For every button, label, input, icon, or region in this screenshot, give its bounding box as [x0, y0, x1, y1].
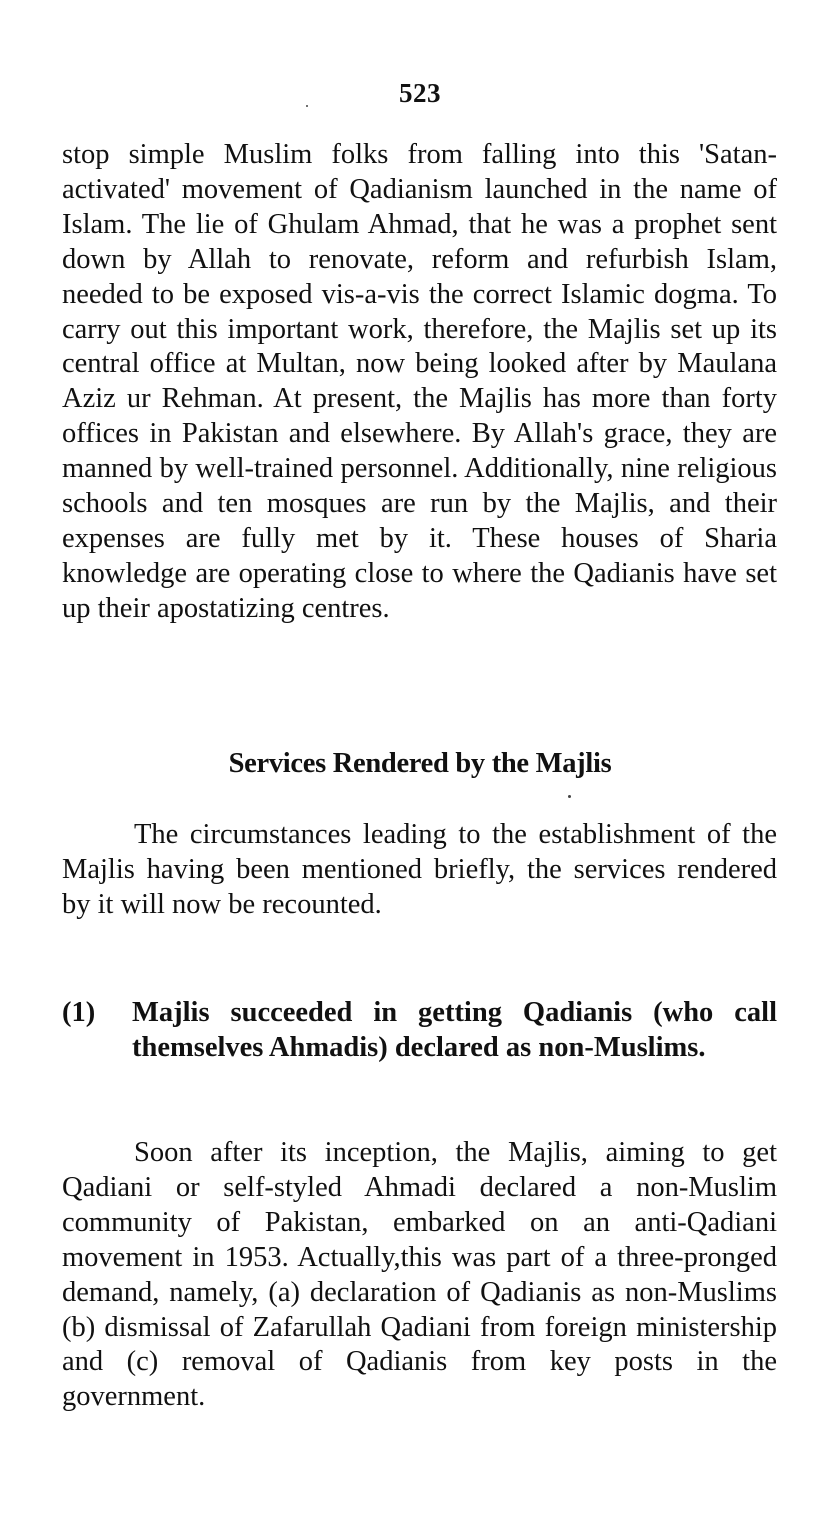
subheading-number: (1)	[62, 997, 96, 1028]
page-number: 523	[399, 78, 441, 108]
scan-speck	[568, 795, 571, 798]
scan-speck	[306, 105, 308, 107]
section-heading: Services Rendered by the Majlis	[228, 748, 612, 779]
body-paragraph-3: Soon after its inception, the Majlis, aiming to get Qadiani or self-styled Ahmadi declared a non-Muslim community of Pakistan, embarked on an anti-Qadiani movement in 1953. Actually,this was part of a three-pronged demand, namely, (a) declaration of Qadianis as non-Muslims (b) dismissal of Zafarullah Qadiani from foreign ministership and (c) removal of Qadianis from key posts in the government.	[62, 1137, 777, 1413]
numbered-subheading	[62, 995, 777, 1065]
body-paragraph-1: stop simple Muslim folks from falling into this 'Satan-activated' movement of Qadianism launched in the name of Islam. The lie of Ghulam Ahmad, that he was a prophet sent down by Allah to renovate, reform and refurbish Islam, needed to be exposed vis-a-vis the correct Islamic dogma. To carry out this important work, therefore, the Majlis set up its central office at Multan, now being looked after by Maulana Aziz ur Rehman. At present, the Majlis has more than forty offices in Pakistan and elsewhere. By Allah's grace, they are manned by well-trained personnel. Additionally, nine religious schools and ten mosques are run by the Majlis, and their expenses are fully met by it. These houses of Sharia knowledge are operating close to where the Qadianis have set up their apostatizing centres.	[62, 139, 777, 624]
subheading-text: Majlis succeeded in getting Qadianis (who call themselves Ahmadis) declared as non-Muslims.	[132, 997, 777, 1063]
body-paragraph-2: The circumstances leading to the establishment of the Majlis having been mentioned briefly, the services rendered by it will now be recounted.	[62, 819, 777, 920]
